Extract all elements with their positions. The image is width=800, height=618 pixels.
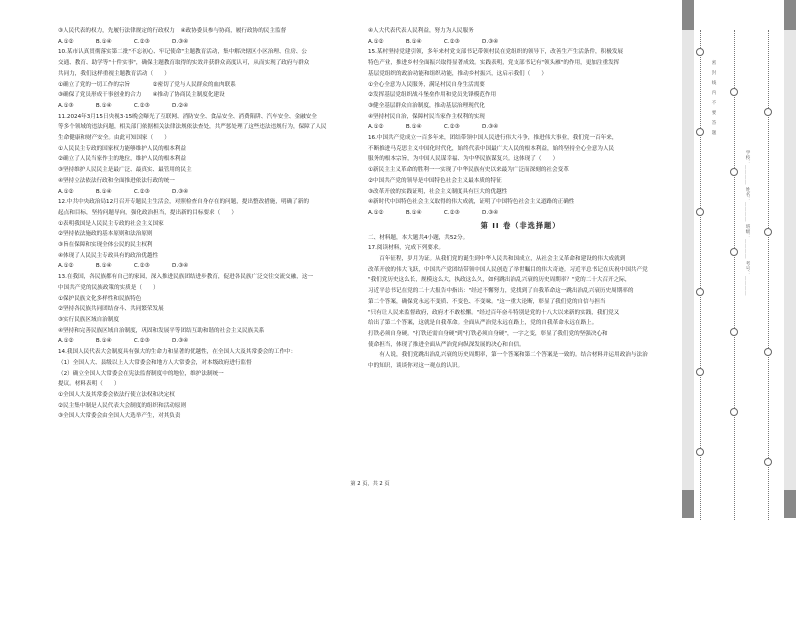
text-line: 17.阅读材料，完成下列要求。 (368, 245, 445, 252)
text-line: ④人大代表代表人民利益，努力为人民服务 (368, 28, 474, 34)
text-line: 交通、教育、助学等"十件实事"，确保主题教育取得的实效并获群众高度认可，从而实现了政府与群众 (58, 60, 310, 67)
text-line: 13.在我国，各民族都有自己的家园，深入推进民族团结进步教育，促进各民族广泛交往交流交融，这一 (58, 274, 314, 281)
text-line: 10.某市认真贯彻落实第二批"不忘初心、牢记使命"主题教育活动，集中解决辖区小区治理、住房、公 (58, 49, 307, 56)
answer-options: A.①③ B.①④ C.②③ D.②④ (58, 102, 189, 109)
text-line: 有人说，我们党跳出治乱兴衰的历史周期率，第一个答案和第二个答案是一致的。结合材料并运用政治与法治 (368, 352, 648, 359)
binding-margin (682, 0, 798, 618)
text-line: ①确立了党的一切工作的宗旨 ②密切了党与人民群众的血肉联系 (58, 81, 236, 88)
text-line: 生命健康和财产安全。由此可知国家（ ） (58, 135, 170, 142)
text-line: ③人民代表的权力，先履行法律规定的行政权力 ④政协委员参与协商，履行政协的民主监督 (58, 28, 287, 34)
text-line: 共同力，我们这样重视主题教育活动（ ） (58, 70, 170, 77)
seal-circle (696, 208, 704, 216)
answer-options: A.①② B.①④ C.②③ D.③④ (58, 338, 189, 345)
text-line: ④坚持和完善民族区域自治制度，巩固和发展平等团结互助和谐的社会主义民族关系 (58, 327, 265, 334)
answer-options: A.①② B.①④ C.②③ D.③④ (368, 38, 499, 45)
text-line: ③坚持维护人民民主是最广泛、最真实、最管用的民主 (58, 167, 192, 174)
text-line: 等多个领域的违法问题，相关部门依据相关法律法规依法查处，共严惩处理了这些违法违规行为，保障了人民 (58, 124, 327, 131)
text-line: ③健全基层群众自治制度，推动基层治理现代化 (368, 102, 485, 109)
seal-circle (730, 88, 738, 96)
text-line: 特色产业，推进乡村全面振兴取得显著成效。实践表明，党支部书记有"领头雁"的作用，更加注重发挥 (368, 60, 620, 67)
text-line: 中国共产党的民族政策的实质是（ ） (58, 284, 159, 291)
seal-line-outer (734, 30, 735, 520)
text-line: "我们党历史这么长，规模这么大，执政这么久，如何跳出治乱兴衰的历史周期率？"党的二十大召开之际， (368, 277, 631, 284)
text-line: ③改革开放的实践证明，社会主义制度具有巨大的优越性 (368, 188, 508, 195)
text-line: ④体现了人民民主专政具有的政治优越性 (58, 252, 159, 259)
seal-circle (696, 48, 704, 56)
text-line: ①表明我国是人民民主专政的社会主义国家 (58, 220, 164, 227)
seal-circle (696, 448, 704, 456)
seal-circle (730, 168, 738, 176)
text-line: 起点和目标，坚持问题导向，强化政治担当，提出新的目标要求（ ） (58, 209, 238, 216)
text-line: 改革开放的伟大飞跃，中国共产党团结带领中国人民创造了举世瞩目的伟大奇迹。习近平总书记在庆祝中国共产党 (368, 266, 648, 273)
seal-circle (764, 458, 772, 466)
text-line: 基层党组织的政治功能和组织功能，推动乡村振兴，这启示我们（ ） (368, 70, 548, 77)
text-line: ①保护民族文化多样性和民族特色 (58, 295, 142, 302)
seal-circle (696, 288, 704, 296)
text-line: ②发挥基层党组织战斗堡垒作用和党员先锋模范作用 (368, 92, 497, 99)
page-footer: 第 2 页，共 2 页 (350, 481, 390, 487)
binding-bottom-right-block (784, 490, 796, 518)
seal-circle (764, 348, 772, 356)
binding-left-strip (682, 30, 694, 490)
binding-fields-text: 学校：＿＿＿＿ 姓名：＿＿＿＿ 班级：＿＿＿＿ 考号：＿＿＿＿ (745, 150, 750, 296)
text-line: 11.2024年3月15日央视3·15晚会曝光了互联网、消防安全、食品安全、消费陷阱、汽车安全、金融安全 (58, 113, 317, 120)
text-line: ①人民民主专政的国家权力能够维护人民的根本利益 (58, 145, 187, 152)
seal-circle (764, 228, 772, 236)
left-column (58, 26, 363, 422)
answer-options: A.①② B.①④ C.②③ D.③④ (58, 38, 189, 45)
section-title: 第 II 卷（非选择题） (480, 220, 561, 230)
text-line: ④坚持立法依法行政和全面推进依法行政的统一 (58, 177, 175, 184)
text-line: 百年征程，岁月为证。从我们党的诞生到中华人民共和国成立，从社会主义革命和建设的伟大成就到 (368, 256, 626, 263)
text-line: "只有让人民来监督政府，政府才不敢松懈。"经过百年奋斗特别是党的十八大以来新的实践，我们党又 (368, 309, 620, 316)
seal-line-inner (700, 30, 701, 520)
text-line: （1）全国人大、县级以上人大常委会和地方人大常委会，对本级政府进行监督 (58, 359, 252, 366)
text-line: 15.某村坚持党建引领，多年来村党支部书记带领村民在党组织的领导下，改善生产生活条件，积极发展 (368, 49, 624, 56)
text-line: 中的知识，谈谈你对这一观点的认识。 (368, 363, 464, 370)
text-line: ①全心全意为人民服务，满足村民自身生活需要 (368, 81, 485, 88)
text-line: ②民主集中制是人民代表大会制度的组织和活动原则 (58, 402, 187, 409)
text-line: 14.我国人民代表大会制度具有强大的生命力和显著的优越性，在全国人大及其常委会的工作中： (58, 349, 297, 356)
text-line: （2）确立全国人大常委会在宪法监督制度中的地位，维护法制统一 (58, 370, 224, 377)
text-line: ②确立了人民当家作主的地位，维护人民的根本利益 (58, 156, 187, 163)
seal-circle (730, 248, 738, 256)
binding-top-left-block (682, 0, 694, 30)
text-line: ③实行民族区域自治制度 (58, 316, 119, 323)
text-line: 打铁必须自身硬。"打铁还需自身硬"到"打铁必须自身硬"，一字之变，彰显了我们党的坚强决心和 (368, 330, 608, 337)
text-line: 服务的根本宗旨，为中国人民谋幸福、为中华民族谋复兴。这体现了（ ） (368, 156, 559, 163)
text-line: ④坚持村民自治，保障村民当家作主权利的实现 (368, 113, 485, 120)
answer-options: A.①② B.①④ C.②③ D.③④ (368, 124, 499, 131)
seal-circle (730, 328, 738, 336)
text-line: 习近平总书记在党的二十大报告中指出："经过不懈努力，党找到了自我革命这一跳出治乱兴衰历史周期率的 (368, 288, 634, 295)
answer-options: A.①② B.①④ C.②③ D.③④ (368, 209, 499, 216)
binding-margin-text: 密 封 线 内 不 要 答 题 (711, 60, 716, 135)
answer-options: A.①② B.①④ C.②③ D.③④ (58, 263, 189, 270)
text-line: ③确保了党员形成干事创业的合力 ④推动了协商民主制度化建设 (58, 92, 225, 99)
binding-bottom-left-block (682, 490, 694, 518)
text-line: ①新民主主义革命的胜利一一实现了中华民族有史以来最为广泛而深刻的社会变革 (368, 167, 569, 174)
seal-circle (696, 128, 704, 136)
text-line: 使命担当，体现了推进全面从严治党向纵深发展的决心和自信。 (368, 341, 525, 348)
text-line: 二、材料题，本大题共4小题，共52分。 (368, 234, 469, 241)
text-line: 16.中国共产党成立一百多年来，团结带领中国人民进行伟大斗争，推进伟大事业，我们党一百年来， (368, 135, 618, 142)
text-line: 提议。材料表明（ ） (58, 381, 120, 388)
right-column (368, 26, 673, 372)
seal-circle (730, 408, 738, 416)
binding-top-right-block (784, 0, 796, 30)
text-line: ②坚持依法施政的基本原则和法治原则 (58, 231, 153, 238)
text-line: ③旨在保障和实现全体公民的民主权利 (58, 242, 153, 249)
seal-circle (696, 368, 704, 376)
text-line: 不断推进马克思主义中国化时代化，始终代表中国最广大人民的根本利益，始终坚持全心全意为人民 (368, 145, 615, 152)
text-line: ④新时代中国特色社会主义取得的伟大成就，证明了中国特色社会主义道路的正确性 (368, 199, 575, 206)
text-line: ①全国人大及其常委会依法行使立法权和决定权 (58, 391, 175, 398)
text-line: 第二个答案，确保党永远不变质、不变色、不变味。"这一重大论断，彰显了我们党的自信与担当 (368, 298, 606, 305)
text-line: 12.中共中央政治局12月召开专题民主生活会，对照检查自身存在的问题，提出整改措施，明确了新的 (58, 199, 309, 206)
binding-right-strip (784, 30, 796, 490)
text-line: 给出了第二个答案，这就是自我革命。全面从严治党永远在路上，党的自我革命永远在路上。 (368, 320, 598, 327)
answer-options: A.①② B.①④ C.②③ D.③④ (58, 188, 189, 195)
text-line: ②中国共产党的领导是中国特色社会主义最本质的特征 (368, 177, 502, 184)
text-line: ②坚持各民族共同团结奋斗、共同繁荣发展 (58, 306, 164, 313)
text-line: ③全国人大常委会由全国人大选举产生，对其负责 (58, 413, 181, 420)
seal-line-far (768, 30, 769, 520)
seal-circle (764, 108, 772, 116)
